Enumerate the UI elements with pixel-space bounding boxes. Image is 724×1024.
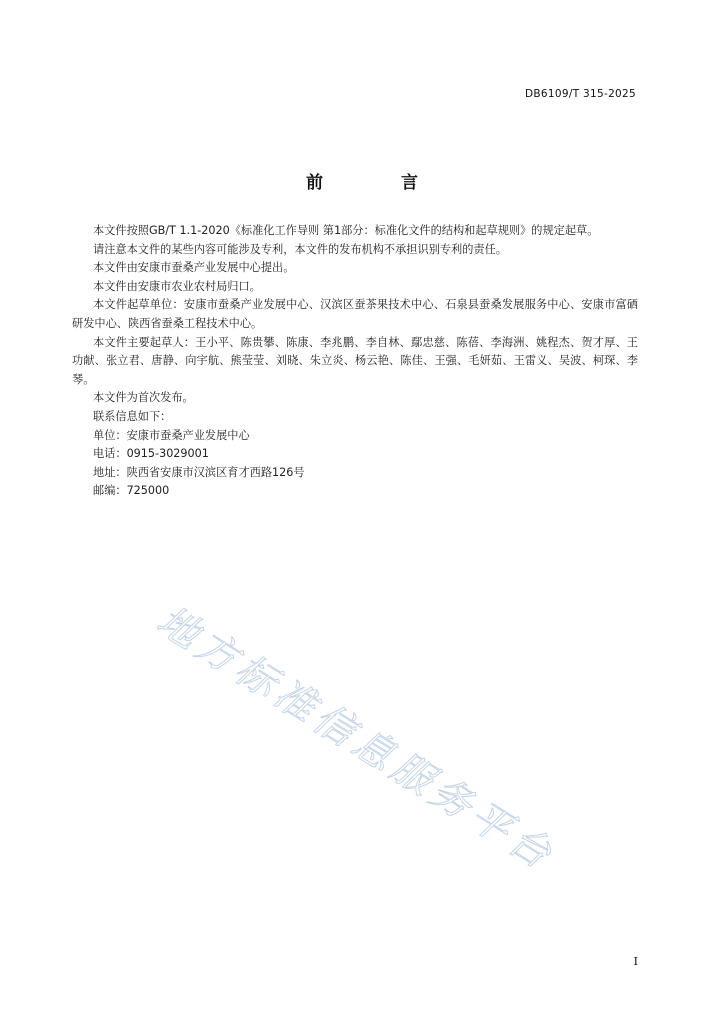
- contact-address: 地址：陕西省安康市汉滨区育才西路126号: [93, 465, 305, 479]
- paragraph-contact-intro: 联系信息如下：: [93, 409, 172, 423]
- page-number: I: [633, 955, 638, 968]
- contact-postcode: 邮编：725000: [93, 484, 170, 498]
- paragraph-administrator: 本文件由安康市农业农村局归口。: [93, 279, 261, 293]
- section-title: 前 言: [306, 173, 454, 193]
- paragraph-proposer: 本文件由安康市蚕桑产业发展中心提出。: [93, 261, 295, 275]
- contact-unit: 单位：安康市蚕桑产业发展中心: [93, 428, 250, 442]
- paragraph-first-release: 本文件为首次发布。: [93, 391, 194, 405]
- paragraph-patent-notice: 请注意本文件的某些内容可能涉及专利，本文件的发布机构不承担识别专利的责任。: [93, 242, 507, 256]
- paragraph-drafters: 本文件主要起草人：王小平、陈贵攀、陈康、李兆鹏、李自林、鄢忠慈、陈蓓、李海洲、姚程杰、贺才厚、王功献、张立君、唐静、向宇航、熊莹莹、刘晓、朱立炎、杨云艳、陈佳、王强、毛妍茹、王雷义、吴波、柯琛、李琴。: [72, 335, 638, 386]
- paragraph-drafting-units: 本文件起草单位：安康市蚕桑产业发展中心、汉滨区蚕茶果技术中心、石泉县蚕桑发展服务中心、安康市富硒研发中心、陕西省蚕桑工程技术中心。: [72, 298, 638, 330]
- foreword-body: [72, 222, 638, 501]
- contact-phone: 电话：0915-3029001: [93, 447, 209, 461]
- document-code: DB6109/T 315-2025: [525, 88, 636, 100]
- paragraph-drafting-basis: 本文件按照GB/T 1.1-2020《标准化工作导则 第1部分：标准化文件的结构和起草规则》的规定起草。: [93, 224, 599, 237]
- watermark: 地方标准信息服务平台: [148, 597, 564, 881]
